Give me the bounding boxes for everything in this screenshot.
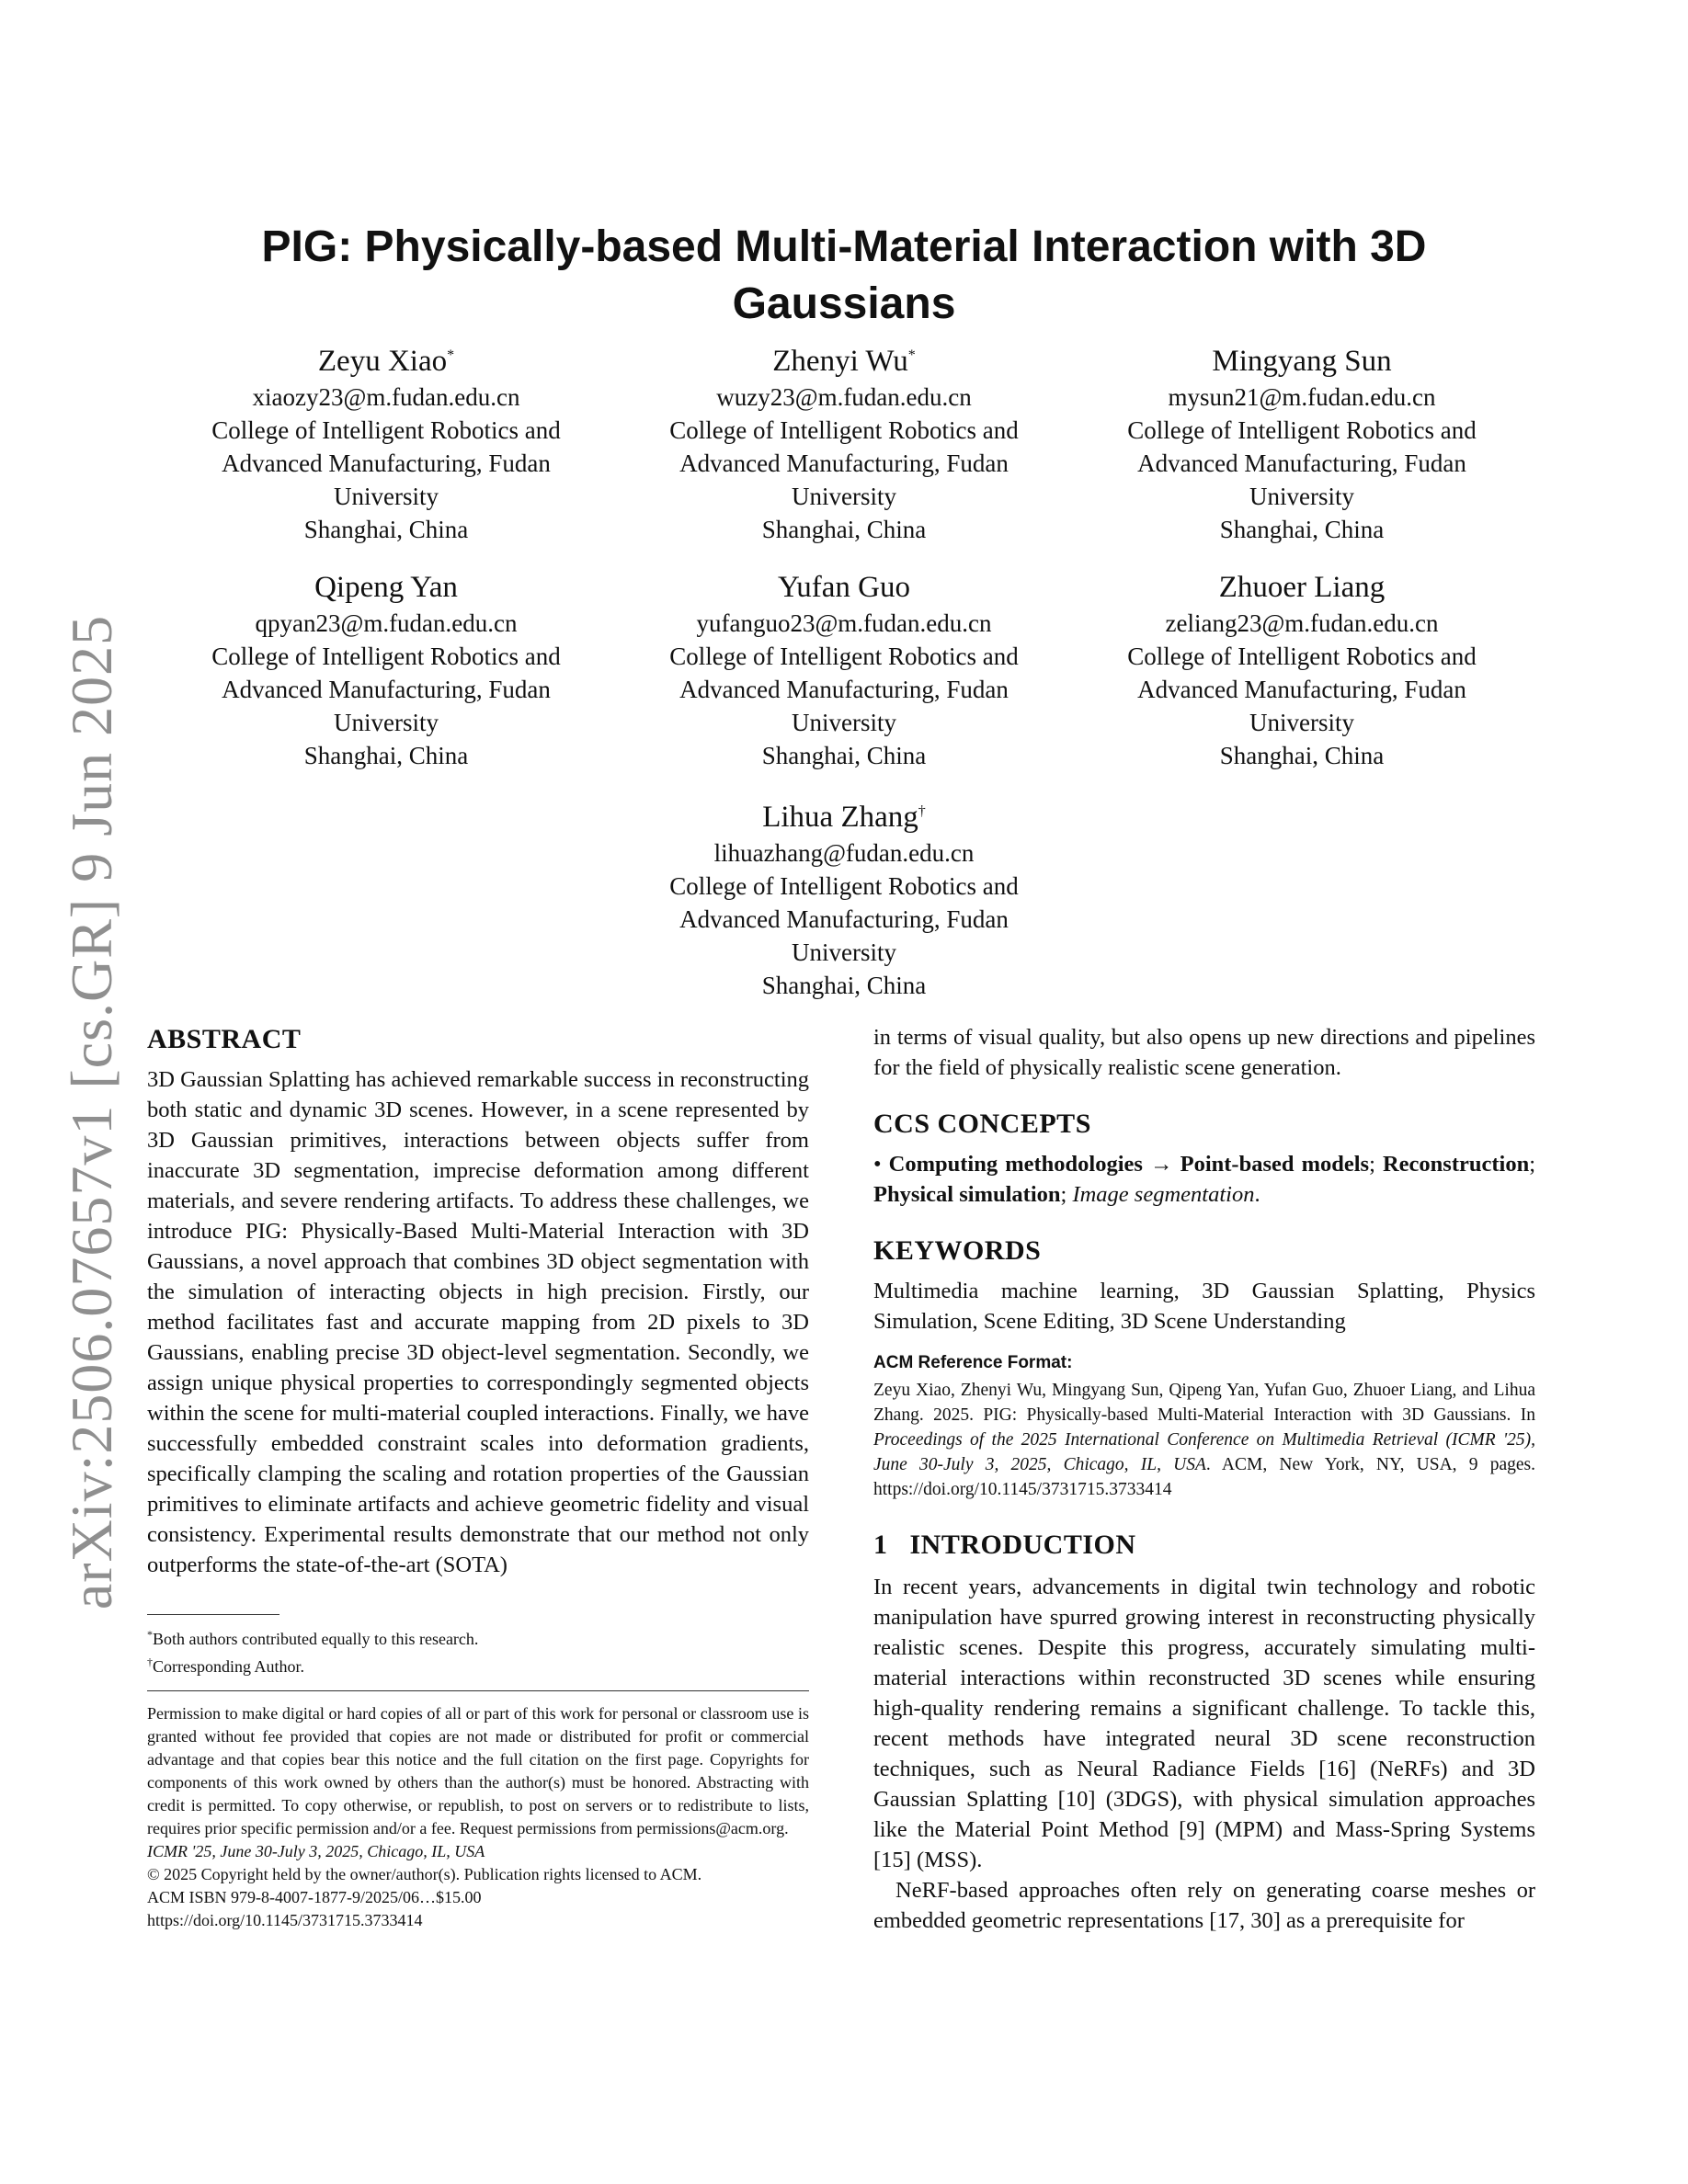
ccs-separator: ; — [1060, 1182, 1067, 1207]
author-block — [1072, 336, 1532, 546]
author-name: Zhenyi Wu — [772, 345, 908, 378]
author-affiliation: University — [334, 709, 439, 736]
author-affiliation: Advanced Manufacturing, Fudan — [1137, 449, 1466, 477]
conference-venue: ICMR '25, June 30-July 3, 2025, Chicago, IL, USA — [147, 1842, 485, 1860]
ccs-concept: Reconstruction — [1382, 1152, 1530, 1177]
introduction-paragraph: NeRF-based approaches often rely on generating coarse meshes or embedded geometric representations [17, 30] as a prerequisite for — [873, 1878, 1535, 1933]
author-block — [156, 336, 616, 546]
ccs-concept: Physical simulation — [873, 1182, 1061, 1207]
author-block — [1072, 563, 1532, 772]
author-email: xiaozy23@m.fudan.edu.cn — [252, 383, 520, 411]
author-affiliation: University — [1249, 483, 1354, 510]
author-affiliation: University — [792, 483, 896, 510]
footnote-mark: * — [147, 1628, 153, 1641]
section-title: INTRODUCTION — [909, 1530, 1136, 1560]
ccs-concept: Computing methodologies — [888, 1152, 1143, 1177]
acm-reference-part: . ACM, New York, NY, USA, 9 pages. https://doi.org/10.1145/3731715.3733414 — [873, 1455, 1535, 1499]
acm-reference-proceedings: Proceedings of the 2025 International Conference on Multimedia Retrieval (ICMR '25), June 30-July 3, 2025, Chicago, IL, USA — [873, 1430, 1535, 1474]
section-number: 1 — [873, 1530, 888, 1560]
author-name: Lihua Zhang — [762, 801, 918, 834]
author-location: Shanghai, China — [761, 742, 927, 769]
author-mark: * — [907, 347, 916, 363]
introduction-paragraph: In recent years, advancements in digital twin technology and robotic manipulation have spurred growing interest in reconstructing physically realistic scenes. Despite this progress, accurately simulating multi-material interactions within reconstructed 3D scenes while ensuring high-quality rendering remains a significant challenge. To tackle this, recent methods have integrated neural 3D scene reconstruction techniques, such as Neural Radiance Fields [16] (NeRFs) and 3D Gaussian Splatting [10] (3DGS), with physical simulation approaches like the Material Point Method [9] (MPM) and Mass-Spring Systems [15] (MSS). — [873, 1575, 1535, 1872]
footnote-mark: † — [147, 1655, 153, 1668]
paper-title: PIG: Physically-based Multi-Material Interaction with 3D Gaussians — [261, 222, 1427, 328]
ccs-separator: ; — [1529, 1152, 1536, 1177]
author-affiliation: University — [792, 938, 896, 966]
author-name: Qipeng Yan — [314, 571, 458, 604]
author-location: Shanghai, China — [303, 516, 469, 543]
isbn-line: ACM ISBN 979-8-4007-1877-9/2025/06…$15.00 — [147, 1888, 482, 1906]
keywords-text: Multimedia machine learning, 3D Gaussian Splatting, Physics Simulation, Scene Editing, 3D Scene Understanding — [873, 1279, 1535, 1334]
author-location: Shanghai, China — [761, 972, 927, 999]
author-location: Shanghai, China — [1219, 516, 1385, 543]
author-email: lihuazhang@fudan.edu.cn — [713, 839, 975, 867]
abstract-heading: ABSTRACT — [147, 1024, 302, 1054]
introduction-heading — [873, 1530, 1535, 1561]
footnote-equal: Both authors contributed equally to this research. — [153, 1630, 479, 1648]
author-name: Yufan Guo — [778, 571, 910, 604]
author-mark: * — [447, 347, 455, 363]
ccs-separator: ; — [1369, 1152, 1375, 1177]
copyright-line: © 2025 Copyright held by the owner/author(s). Publication rights licensed to ACM. — [147, 1865, 702, 1883]
doi-link[interactable]: https://doi.org/10.1145/3731715.3733414 — [147, 1911, 423, 1929]
footnote-corresponding: Corresponding Author. — [153, 1657, 304, 1676]
right-column — [873, 1022, 1535, 1936]
permission-block — [147, 1702, 809, 1932]
abstract-section — [147, 1024, 809, 1580]
author-affiliation: Advanced Manufacturing, Fudan — [1137, 676, 1466, 703]
ccs-concept: Point-based models — [1180, 1152, 1370, 1177]
author-affiliation: College of Intelligent Robotics and — [1127, 416, 1477, 444]
abstract-continuation: in terms of visual quality, but also opens up new directions and pipelines for the field of physically realistic scene generation. — [873, 1025, 1535, 1080]
ccs-heading: CCS CONCEPTS — [873, 1109, 1091, 1139]
footnotes — [147, 1623, 809, 1678]
author-affiliation: Advanced Manufacturing, Fudan — [222, 676, 551, 703]
author-affiliation: College of Intelligent Robotics and — [669, 416, 1019, 444]
author-affiliation: Advanced Manufacturing, Fudan — [679, 905, 1009, 933]
author-location: Shanghai, China — [761, 516, 927, 543]
author-block — [614, 336, 1074, 546]
author-affiliation: Advanced Manufacturing, Fudan — [679, 449, 1009, 477]
author-block — [614, 792, 1074, 1002]
author-affiliation: University — [792, 709, 896, 736]
author-email: zeliang23@m.fudan.edu.cn — [1165, 609, 1439, 637]
acm-reference-heading: ACM Reference Format: — [873, 1353, 1073, 1372]
author-affiliation: College of Intelligent Robotics and — [1127, 643, 1477, 670]
author-location: Shanghai, China — [1219, 742, 1385, 769]
ccs-bullet: • — [873, 1152, 882, 1177]
author-affiliation: Advanced Manufacturing, Fudan — [679, 676, 1009, 703]
author-name: Zhuoer Liang — [1218, 571, 1386, 604]
author-affiliation: University — [1249, 709, 1354, 736]
abstract-text: 3D Gaussian Splatting has achieved remarkable success in reconstructing both static and dynamic 3D scenes. However, in a scene represented by 3D Gaussian primitives, interactions between objects suffer from inaccurate 3D segmentation, imprecise deformation among different materials, and severe rendering artifacts. To address these challenges, we introduce PIG: Physically-Based Multi-Material Interaction with 3D Gaussians, a novel approach that combines 3D object segmentation with the simulation of interacting objects in high precision. Firstly, our method facilitates fast and accurate mapping from 2D pixels to 3D Gaussians, enabling precise 3D object-level segmentation. Secondly, we assign unique physical properties to correspondingly segmented objects within the scene for multi-material coupled interactions. Finally, we have successfully embedded constraint scales into deformation gradients, specifically clamping the scaling and rotation properties of the Gaussian primitives to eliminate artifacts and achieve geometric fidelity and visual consistency. Experimental results demonstrate that our method not only outperforms the state-of-the-art (SOTA) — [147, 1067, 809, 1577]
author-email: mysun21@m.fudan.edu.cn — [1168, 383, 1436, 411]
author-email: qpyan23@m.fudan.edu.cn — [255, 609, 518, 637]
acm-reference-text — [873, 1378, 1535, 1502]
author-name: Zeyu Xiao — [317, 345, 448, 378]
author-mark: † — [918, 803, 926, 819]
author-email: yufanguo23@m.fudan.edu.cn — [696, 609, 992, 637]
author-block — [156, 563, 616, 772]
author-affiliation: College of Intelligent Robotics and — [669, 643, 1019, 670]
author-location: Shanghai, China — [303, 742, 469, 769]
author-name: Mingyang Sun — [1212, 345, 1392, 378]
author-affiliation: Advanced Manufacturing, Fudan — [222, 449, 551, 477]
author-affiliation: College of Intelligent Robotics and — [669, 872, 1019, 900]
ccs-arrow: → — [1150, 1152, 1173, 1177]
ccs-end: . — [1254, 1182, 1260, 1207]
permission-divider — [147, 1690, 809, 1691]
author-block — [614, 563, 1074, 772]
footnote-divider — [147, 1614, 279, 1615]
author-email: wuzy23@m.fudan.edu.cn — [716, 383, 972, 411]
author-affiliation: College of Intelligent Robotics and — [211, 416, 561, 444]
permission-text: Permission to make digital or hard copies of all or part of this work for personal or classroom use is granted without fee provided that copies are not made or distributed for profit or commercial advantage and that copies bear this notice and the full citation on the first page. Copyrights for components of this work owned by others than the author(s) must be honored. Abstracting with credit is permitted. To copy otherwise, or republish, to post on servers or to redistribute to lists, requires prior specific permission and/or a fee. Request permissions from permissions@acm.org. — [147, 1704, 809, 1837]
ccs-concepts — [873, 1149, 1535, 1210]
ccs-concept: Image segmentation — [1072, 1182, 1255, 1207]
author-affiliation: College of Intelligent Robotics and — [211, 643, 561, 670]
keywords-heading: KEYWORDS — [873, 1235, 1042, 1266]
author-affiliation: University — [334, 483, 439, 510]
acm-reference-part: Zeyu Xiao, Zhenyi Wu, Mingyang Sun, Qipeng Yan, Yufan Guo, Zhuoer Liang, and Lihua Zhang. 2025. PIG: Physically-based Multi-Material Interaction with 3D Gaussians. In — [873, 1381, 1535, 1425]
arxiv-identifier: arXiv:2506.07657v1 [cs.GR] 9 Jun 2025 — [59, 614, 124, 1610]
